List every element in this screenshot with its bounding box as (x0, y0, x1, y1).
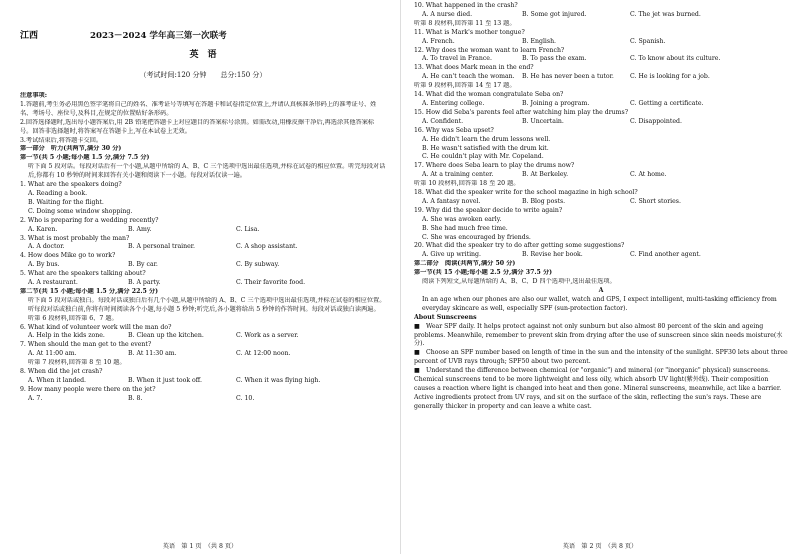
option-row (20, 279, 386, 288)
option[interactable]: C. Disappointed. (630, 117, 682, 125)
question: 9. How many people were there on the jet? (20, 385, 156, 393)
question: 11. What is Mark's mother tongue? (414, 28, 525, 36)
option[interactable]: A. 7. (28, 394, 43, 402)
option[interactable]: B. He wasn't satisfied with the drum kit. (422, 144, 549, 152)
part-heading: 第二部分 阅读(共两节,满分 50 分) (414, 260, 516, 268)
section-heading: 第一节(共 5 小题;每小题 1.5 分,满分 7.5 分) (20, 154, 150, 162)
option[interactable]: A. He didn't learn the drum lessons well. (422, 135, 551, 143)
question: 5. What are the speakers talking about? (20, 270, 146, 278)
passage-subheading: About Sunscreens (414, 313, 477, 321)
listening-instruction: 听第 7 段材料,回答第 8 至 10 题。 (28, 359, 126, 367)
notice-item: 2.回答选择题时,选出每小题答案后,用 2B 铅笔把答题卡上对应题目的答案标号涂黑。如需改动,用橡皮擦干净后,再选涂其他答案标号。回答非选择题时,将答案写在答题卡上,写在本试卷上无效。 (20, 118, 375, 135)
question: 14. What did the woman congratulate Seba on? (414, 91, 564, 99)
option[interactable]: C. At home. (630, 171, 667, 179)
section-heading: 第一节(共 15 小题;每小题 2.5 分,满分 37.5 分) (414, 269, 553, 277)
question: 2. Who is preparing for a wedding recently? (20, 216, 159, 224)
option[interactable]: C. 10. (236, 394, 255, 402)
option[interactable]: A. Confident. (422, 117, 464, 125)
option[interactable]: B. A personal trainer. (128, 243, 196, 251)
option[interactable]: C. Work as a server. (236, 332, 299, 340)
option-row (20, 377, 386, 386)
option[interactable]: B. She had much free time. (422, 224, 508, 232)
option[interactable]: C. Spanish. (630, 37, 666, 45)
option[interactable]: A. To travel in France. (422, 55, 492, 63)
option[interactable]: A. Help in the kids zone. (28, 332, 105, 340)
option-row (414, 100, 788, 109)
passage-paragraph: ■ Choose an SPF number based on length of time in the sun and the intensity of the sunlight. SPF30 lets about three percent of UVB rays through; SPF50 about two percent. (414, 349, 788, 366)
option-row (20, 395, 386, 404)
option[interactable]: B. A party. (128, 279, 161, 287)
option[interactable]: A. Entering college. (422, 99, 485, 107)
option-row (414, 198, 788, 207)
part-heading: 第一部分 听力(共两节,满分 30 分) (20, 145, 122, 153)
option[interactable]: B. Amy. (128, 225, 152, 233)
option-row (414, 73, 788, 82)
option[interactable]: A. When it landed. (28, 377, 86, 384)
notice-item: 1.答题前,考生务必用黑色签字笔将自己的姓名、准考证号等填写在答题卡和试卷指定位置上,并请认真核准条形码上的准考证号、姓名、考场号、座位号,及科目,在规定的位置贴好条形码。 (20, 100, 377, 117)
option[interactable]: C. Short stories. (630, 197, 681, 205)
option[interactable]: C. A shop assistant. (236, 243, 298, 251)
option[interactable]: A. By bus. (28, 261, 60, 269)
question: 15. How did Seba's parents feel after watching him play the drums? (414, 108, 629, 116)
option-row (414, 38, 788, 47)
option[interactable]: A. She was awoken early. (422, 215, 502, 223)
question: 17. Where does Seba learn to play the drums now? (414, 162, 575, 170)
option[interactable]: A. Give up writing. (422, 251, 481, 259)
option[interactable]: C. She was encouraged by friends. (422, 233, 531, 241)
option[interactable]: C. By subway. (236, 261, 280, 269)
option[interactable]: B. He has never been a tutor. (522, 73, 614, 81)
question: 20. What did the speaker try to do after getting some suggestions? (414, 242, 625, 250)
question: 1. What are the speakers doing? (20, 181, 122, 189)
option[interactable]: B. At Berkeley. (522, 171, 569, 179)
subject-title: 英 语 (189, 50, 217, 60)
option-row (20, 243, 386, 252)
option[interactable]: A. Reading a book. (28, 189, 88, 197)
option[interactable]: C. Find another agent. (630, 251, 701, 259)
passage-label: A (598, 287, 604, 294)
option-row (414, 251, 788, 260)
option[interactable]: B. Blog posts. (522, 197, 566, 205)
option[interactable]: A. At 11:00 am. (28, 350, 77, 358)
page-footer: 英语 第 1 页 （共 8 页） (162, 543, 238, 550)
option[interactable]: C. Doing some window shopping. (28, 207, 133, 215)
listening-instruction: 听第 9 段材料,回答第 14 至 17 题。 (414, 82, 516, 90)
exam-header (20, 28, 386, 41)
option[interactable]: B. When it just took off. (128, 377, 202, 384)
listening-instruction: 听第 10 段材料,回答第 18 至 20 题。 (414, 180, 520, 188)
listening-instruction: 听第 8 段材料,回答第 11 至 13 题。 (414, 19, 516, 27)
question: 13. What does Mark mean in the end? (414, 64, 534, 72)
question: 10. What happened in the crash? (414, 2, 518, 9)
option[interactable]: B. To pass the exam. (522, 55, 587, 63)
question: 8. When did the jet crash? (20, 368, 103, 376)
question: 4. How does Mike go to work? (20, 252, 116, 260)
section-directions: 听下面 5 段对话。每段对话后有一个小题,从题中所给的 A、B、C 三个选项中选出最佳选项,并标在试卷的相应位置。听完每段对话后,你都有 10 秒钟的时间来回答有关小题和阅读下一小题。每段对话仅读一遍。 (28, 163, 386, 180)
exam-page-2 (400, 0, 800, 554)
option[interactable]: A. A restaurant. (28, 279, 78, 287)
section-directions: 听下面 5 段对话或独白。每段对话或独白后有几个小题,从题中所给的 A、B、C 三个选项中选出最佳选项,并标在试卷的相应位置。听每段对话或独白前,你将有时间阅读各个小题,每小题 5 秒钟;听完后,各小题将给出 5 秒钟的作答时间。每段对话或独白读两遍。 (28, 296, 386, 313)
option[interactable]: C. At 12:00 noon. (236, 350, 291, 358)
option[interactable]: C. He couldn't play with Mr. Copeland. (422, 153, 544, 161)
option[interactable]: A. A doctor. (28, 243, 65, 251)
option-row (20, 261, 386, 270)
question: 7. When should the man get to the event? (20, 341, 152, 349)
question: 12. Why does the woman want to learn French? (414, 46, 565, 54)
option[interactable]: A. He can't teach the woman. (422, 73, 515, 81)
option-row (414, 171, 788, 180)
option[interactable]: C. Getting a certificate. (630, 99, 704, 107)
notice-item: 3.考试结束后,将答题卡交回。 (20, 136, 103, 144)
option[interactable]: A. A nurse died. (422, 10, 473, 18)
option[interactable]: B. By car. (128, 261, 158, 269)
option-row (414, 118, 788, 127)
option[interactable]: C. Their favorite food. (236, 279, 306, 287)
notice-title: 注意事项: (20, 92, 48, 99)
exam-meta: （考试时间:120 分钟 总分:150 分） (139, 71, 267, 79)
option[interactable]: A. French. (422, 37, 455, 45)
option[interactable]: B. Waiting for the flight. (28, 198, 104, 206)
option[interactable]: B. Some got injured. (522, 10, 587, 18)
option[interactable]: C. The jet was burned. (630, 10, 701, 18)
option-row (20, 332, 386, 341)
passage-paragraph: ■ Understand the difference between chemical (or "organic") and mineral (or "inorganic" physical) sunscreens. Chemical sunscreens tend to be more lightweight and less oily, which absorb UV light(紫外线). Their composition causes a reaction where light is changed into heat and then gone. Mineral sunscreens, meanwhile, act like a barrier. Active ingredients protect from UV rays, and sit on the surface of the skin, reflecting the sun's rays. These are generally thicker in property and can leave a white cast. (414, 367, 782, 410)
option[interactable]: A. Karen. (28, 225, 58, 233)
option[interactable]: C. He is looking for a job. (630, 73, 710, 81)
option[interactable]: B. Clean up the kitchen. (128, 332, 204, 340)
option[interactable]: A. At a training center. (422, 171, 494, 179)
question: 6. What kind of volunteer work will the man do? (20, 323, 172, 331)
option[interactable]: B. Uncertain. (522, 117, 564, 125)
listening-instruction: 听第 6 段材料,回答第 6、7 题。 (28, 314, 118, 322)
question: 19. Why did the speaker decide to write again? (414, 206, 563, 214)
page-footer: 英语 第 2 页 （共 8 页） (562, 543, 638, 550)
question: 3. What is most probably the man? (20, 234, 130, 242)
option[interactable]: C. To know about its culture. (630, 55, 721, 63)
option-row (414, 11, 788, 20)
option-row (20, 350, 386, 359)
question: 18. What did the speaker write for the school magazine in high school? (414, 189, 638, 197)
option[interactable]: B. 8. (128, 394, 143, 402)
option[interactable]: B. English. (522, 37, 557, 45)
option[interactable]: C. Lisa. (236, 225, 260, 233)
region-label: 江西 (20, 31, 39, 41)
option-row (414, 55, 788, 64)
option[interactable]: B. Revise her book. (522, 251, 583, 259)
section-heading: 第二节(共 15 小题;每小题 1.5 分,满分 22.5 分) (20, 287, 159, 295)
option[interactable]: B. At 11:30 am. (128, 350, 177, 358)
option-row (20, 226, 386, 235)
passage-paragraph: In an age when our phones are also our wallet, watch and GPS, I expect intelligent, multi-tasking efficiency from everyday skincare as well, especially SPF (sun-protection factor). (422, 295, 777, 312)
question: 16. Why was Seba upset? (414, 126, 494, 134)
option[interactable]: C. When it was flying high. (236, 377, 321, 384)
exam-title: 2023－2024 学年高三第一次联考 (90, 31, 227, 41)
option[interactable]: B. Joining a program. (522, 99, 590, 107)
passage-paragraph: ■ Wear SPF daily. It helps protect against not only sunburn but also almost 80 percent of the skin and ageing problems. Meanwhile, remember to prevent skin from drying after the use of sunscreen since skin needs moisture(水分). (414, 322, 783, 348)
section-directions: 阅读下列短文,从每题所给的 A、B、C、D 四个选项中,选出最佳选项。 (422, 278, 616, 286)
option[interactable]: A. A fantasy novel. (422, 197, 481, 205)
